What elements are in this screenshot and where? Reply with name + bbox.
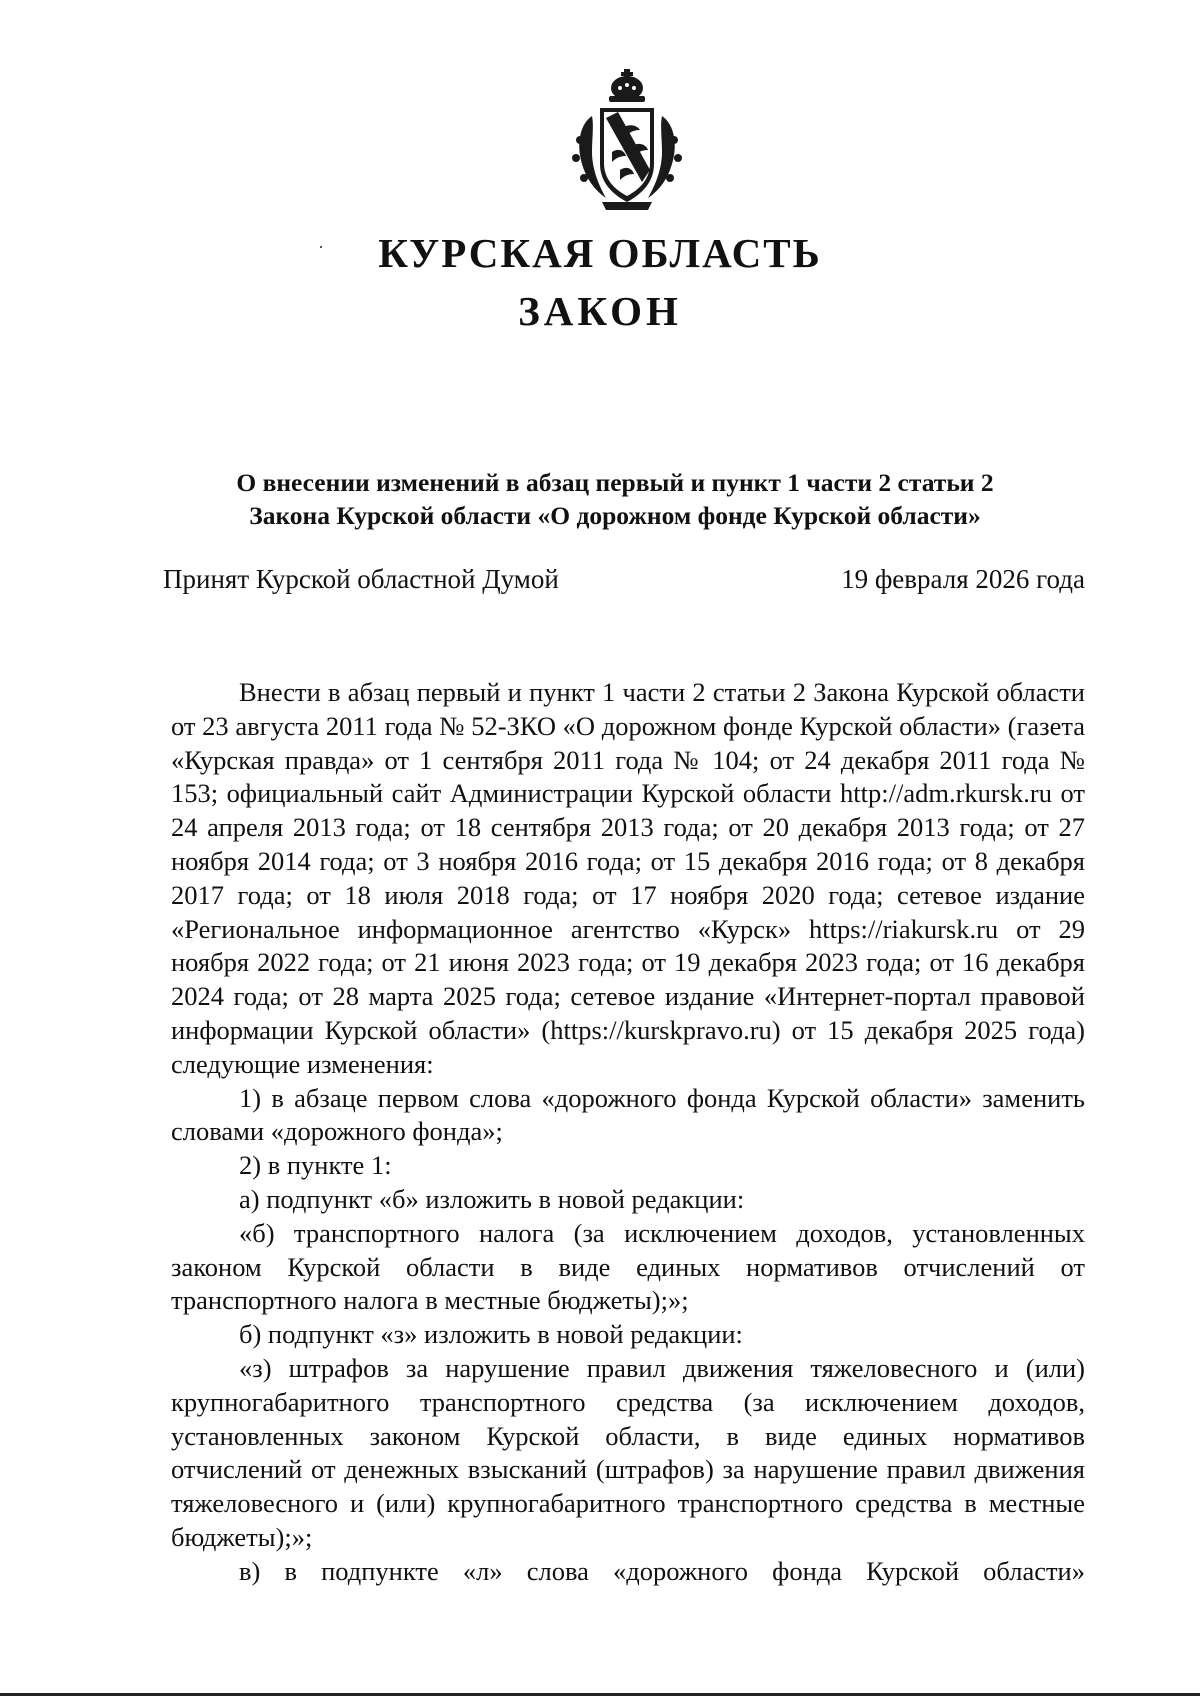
document-type: ЗАКОН: [518, 288, 682, 334]
body-intro-paragraph: Внести в абзац первый и пункт 1 части 2 статьи 2 Закона Курской области от 23 августа 2011 года № 52-ЗКО «О дорожном фонде Курской области» (газета «Курская правда» от 1 сентября 2011 года № 104; от 24 декабря 2011 года № 153; официальный сайт Администрации Курской области http://adm.rkursk.ru от 24 апреля 2013 года; от 18 сентября 2013 года; от 20 декабря 2013 года; от 27 ноября 2014 года; от 3 ноября 2016 года; от 15 декабря 2016 года; от 8 декабря 2017 года; от 18 июля 2018 года; от 17 ноября 2020 года; сетевое издание «Региональное информационное агентство «Курск» https://riakursk.ru от 29 ноября 2022 года; от 21 июня 2023 года; от 19 декабря 2023 года; от 16 декабря 2024 года; от 28 марта 2025 года; сетевое издание «Интернет-портал правовой информации Курской области» (https://kurskpravo.ru) от 15 декабря 2025 года) следующие изменения:: [171, 677, 1085, 1079]
body-item-2a: а) подпункт «б» изложить в новой редакции:: [239, 1183, 745, 1214]
body-item-2b: б) подпункт «з» изложить в новой редакции:: [239, 1319, 743, 1350]
law-title-line-1: О внесении изменений в абзац первый и пункт 1 части 2 статьи 2: [236, 468, 994, 497]
body-item-2b-text: «з) штрафов за нарушение правил движения тяжеловесного и (или) крупногабаритного транспортного средства (за исключением доходов, установленных законом Курской области, в виде единых нормативов отчислений от денежных взысканий (штрафов) за нарушение правил движения тяжеловесного и (или) крупногабаритного транспортного средства в местные бюджеты);»;: [171, 1352, 1085, 1552]
adoption-date: 19 февраля 2026 года: [841, 564, 1085, 594]
coat-of-arms-icon: [562, 66, 692, 216]
body-item-2: 2) в пункте 1:: [239, 1150, 392, 1181]
region-name: КУРСКАЯ ОБЛАСТЬ: [378, 230, 822, 276]
body-item-2c: в) в подпункте «л» слова «дорожного фонда Курской области»: [239, 1555, 1085, 1586]
page-bottom-edge: [0, 1693, 1200, 1696]
body-item-1: 1) в абзаце первом слова «дорожного фонда Курской области» заменить словами «дорожного фонда»;: [171, 1082, 1085, 1147]
body-item-2a-text: «б) транспортного налога (за исключением доходов, установленных законом Курской области в виде единых нормативов отчислений от транспортного налога в местные бюджеты);»;: [171, 1217, 1085, 1316]
law-body: [171, 676, 1085, 1589]
adoption-line: [163, 562, 1085, 596]
scan-speck: [320, 246, 322, 248]
law-title: [150, 466, 1080, 532]
adopted-by: Принят Курской областной Думой: [163, 564, 559, 594]
law-title-line-2: Закона Курской области «О дорожном фонде Курской области»: [249, 501, 981, 530]
